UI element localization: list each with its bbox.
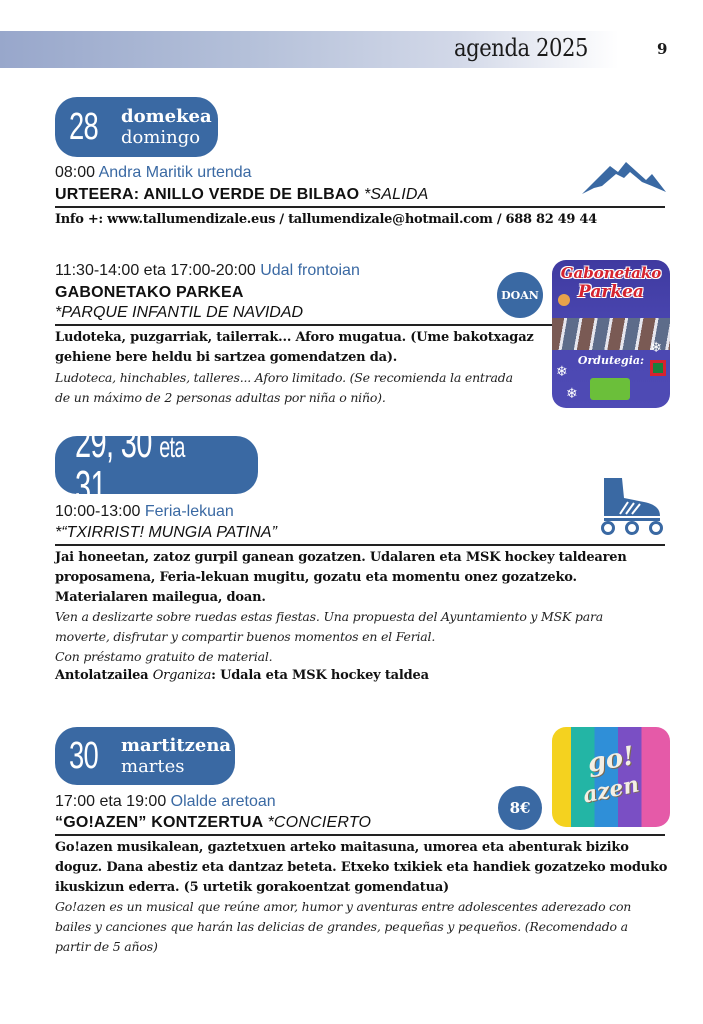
header-band (0, 31, 703, 68)
date-number: 30 (69, 735, 99, 777)
poster-subheading: Ordutegia: (577, 354, 645, 367)
date-number: 28 (69, 106, 99, 148)
divider (55, 206, 665, 208)
day-name-es: domingo (121, 127, 201, 148)
poster-title-1: go! (585, 741, 637, 779)
date-badge-28 (55, 97, 218, 157)
day-name-eu: domekea (121, 106, 212, 127)
event-title-eu: URTEERA: ANILLO VERDE DE BILBAO (55, 186, 360, 203)
event-time-place (55, 503, 234, 521)
poster-title-1: Gabonetako (560, 264, 662, 282)
snowflake-icon: ❄ (556, 364, 568, 380)
desc-line: doguz. Dana abestiz eta dantzaz beteta. Etxeko txikiek eta handiek gozatzeko moduko (55, 860, 668, 875)
desc-line: moverte, disfrutar y compartir buenos momentos en el Ferial. (55, 629, 436, 644)
date-number (75, 418, 196, 511)
ornament-icon (558, 294, 570, 306)
price-badge: DOAN (497, 272, 543, 318)
event-title-es: *PARQUE INFANTIL DE NAVIDAD (55, 304, 304, 321)
event-title (55, 814, 371, 832)
divider (55, 834, 665, 836)
event-description-eu (55, 328, 534, 368)
price-badge: 8€ (498, 786, 542, 830)
event-time-place (55, 793, 276, 811)
roller-skate-icon (598, 476, 666, 536)
event-info: Info +: www.tallumendizale.eus / tallumendizale@hotmail.com / 688 82 49 44 (55, 212, 597, 227)
day-name-eu: martitzena (121, 735, 232, 756)
event-place: Feria-lekuan (144, 503, 234, 520)
poster-info-box (590, 378, 630, 400)
snowflake-icon: ❄ (650, 340, 662, 356)
event-place: Udal frontoian (260, 262, 360, 279)
event-time: 08:00 (55, 164, 96, 181)
divider (55, 324, 555, 326)
event-title-es: *“TXIRRIST! MUNGIA PATINA” (55, 524, 277, 541)
gift-icon (650, 360, 666, 376)
event-description-es (55, 368, 513, 408)
desc-line: Materialaren mailegua, doan. (55, 590, 266, 605)
desc-line: Ven a deslizarte sobre ruedas estas fiestas. Una propuesta del Ayuntamiento y MSK para (55, 609, 604, 624)
date-conjunction: eta (159, 431, 185, 464)
desc-line: de un máximo de 2 personas adultas por niña o niño). (55, 390, 386, 405)
event-place: Olalde aretoan (170, 793, 276, 810)
date-range-start: 29, 30 (75, 418, 152, 467)
event-time: 11:30-14:00 eta 17:00-20:00 (55, 262, 256, 279)
date-day (121, 735, 231, 777)
desc-line: proposamena, Feria-lekuan mugitu, gozatu eta momentu onez gozatzeko. (55, 570, 577, 585)
organizer-value: : Udala eta MSK hockey taldea (211, 668, 429, 683)
day-name-es: martes (121, 756, 185, 777)
event-description-eu (55, 548, 627, 608)
event-description-es (55, 897, 631, 957)
event-description-es (55, 607, 603, 667)
event-time-place (55, 164, 252, 182)
event-description-eu (55, 838, 667, 898)
desc-line: Ludoteka, puzgarriak, tailerrak... Aforo mugatua. (Ume bakotxagaz (55, 330, 534, 345)
desc-line: partir de 5 años) (55, 939, 158, 954)
event-title (55, 186, 428, 204)
poster-title-2: azen (580, 771, 642, 809)
desc-line: gehiene bere heldu bi sartzea gomendatzen da). (55, 350, 398, 365)
event-time-place (55, 262, 360, 280)
desc-line: Ludoteca, hinchables, talleres... Aforo limitado. (Se recomienda la entrada (55, 370, 513, 385)
event-title-eu: GABONETAKO PARKEA (55, 284, 244, 301)
event-time: 10:00-13:00 (55, 503, 141, 520)
date-badge-29-30-31 (55, 418, 258, 511)
mountain-icon (580, 160, 668, 196)
snowflake-icon: ❄ (566, 386, 578, 402)
desc-line: Jai honeetan, zatoz gurpil ganean gozatzen. Udalaren eta MSK hockey taldearen (55, 550, 627, 565)
date-range-end: 31 (75, 462, 106, 511)
desc-line: ikuskizun ederra. (5 urtetik gorakoentzat gomendatua) (55, 880, 450, 895)
organizer-label-eu: Antolatzailea (55, 668, 149, 683)
poster-title-2: Parkea (578, 282, 644, 302)
desc-line: Go!azen es un musical que reúne amor, humor y aventuras entre adolescentes aderezado con (55, 899, 632, 914)
event-poster-goazen (552, 727, 670, 827)
page-title: agenda 2025 (454, 34, 588, 62)
event-poster-gabonetako-parkea (552, 260, 670, 408)
event-title-es: *SALIDA (363, 186, 429, 203)
organizer-label-es: Organiza (152, 668, 212, 683)
page-number: 9 (657, 40, 668, 58)
event-time: 17:00 eta 19:00 (55, 793, 167, 810)
date-badge-30 (55, 727, 235, 785)
desc-line: Go!azen musikalean, gaztetxuen arteko maitasuna, umorea eta abenturak biziko (55, 840, 629, 855)
date-day (121, 106, 212, 148)
event-title-eu: “GO!AZEN” KONTZERTUA (55, 814, 263, 831)
event-organizer (55, 666, 429, 686)
desc-line: Con préstamo gratuito de material. (55, 649, 273, 664)
event-place: Andra Maritik urtenda (98, 164, 252, 181)
desc-line: bailes y canciones que harán las delicias de grandes, pequeñas y pequeños. (Recomendado a (55, 919, 628, 934)
divider (55, 544, 665, 546)
event-title-es: *CONCIERTO (267, 814, 372, 831)
